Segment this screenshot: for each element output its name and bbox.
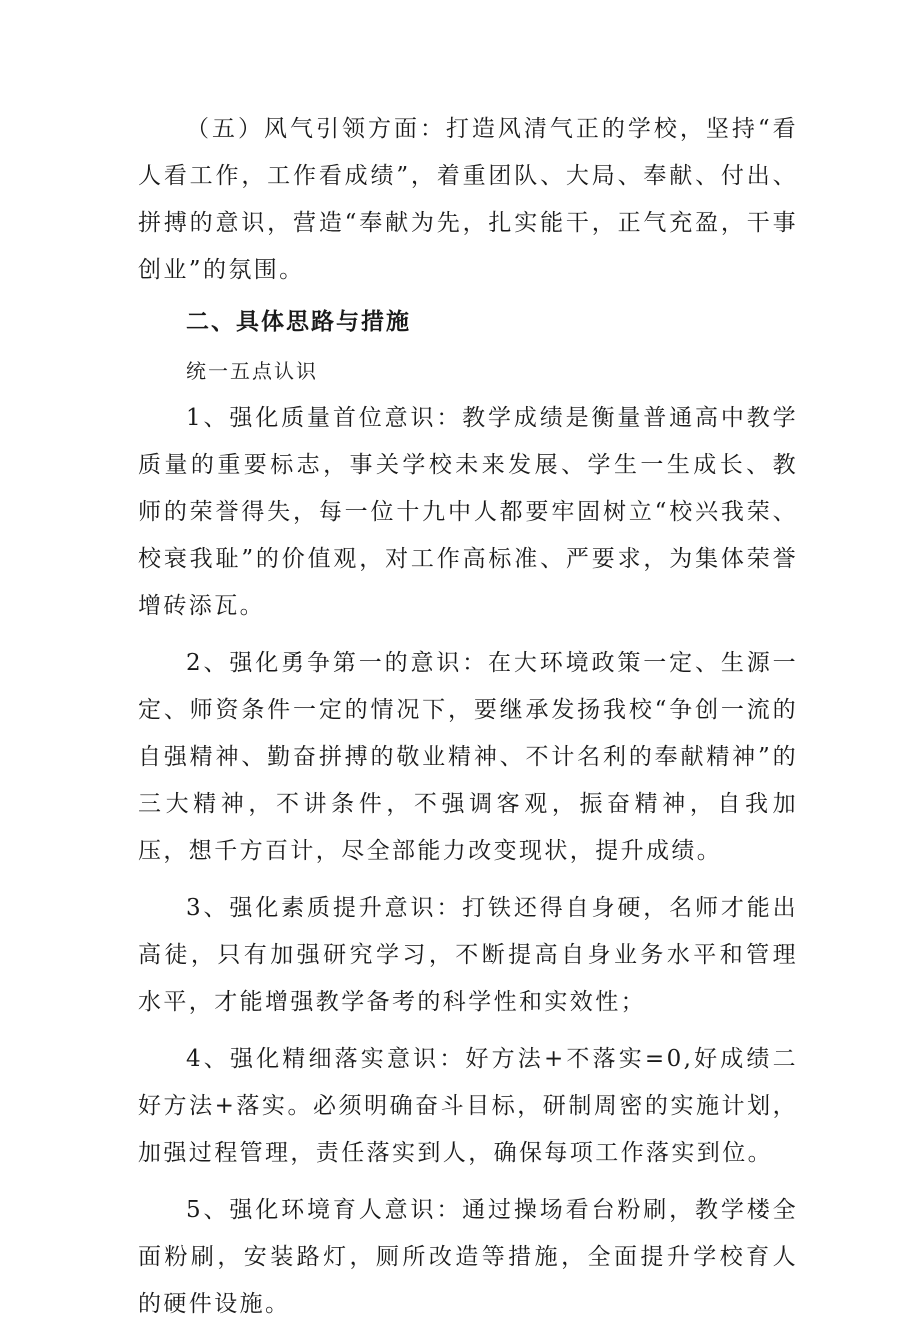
list-item-quality-improvement: 3、强化素质提升意识：打铁还得自身硬，名师才能出高徒，只有加强研究学习，不断提高自身业务水平和管理水平，才能增强教学备考的科学性和实效性； bbox=[138, 895, 798, 1015]
list-item-implementation: 4、强化精细落实意识：好方法+不落实=0,好成绩二好方法+落实。必须明确奋斗目标，研制周密的实施计划，加强过程管理，责任落实到人，确保每项工作落实到位。 bbox=[138, 1046, 798, 1166]
section-title: 二、具体思路与措施 bbox=[186, 309, 411, 335]
list-item-quality: 1、强化质量首位意识：教学成绩是衡量普通高中教学质量的重要标志，事关学校未来发展、学生一生成长、教师的荣誉得失，每一位十九中人都要牢固树立“校兴我荣、校衰我耻”的价值观，对工作高标准、严要求，为集体荣誉增砖添瓦。 bbox=[138, 405, 798, 619]
paragraph-atmosphere: （五）风气引领方面：打造风清气正的学校，坚持“看人看工作，工作看成绩”，着重团队、大局、奉献、付出、拼搏的意识，营造“奉献为先，扎实能干，正气充盈，干事创业”的氛围。 bbox=[138, 116, 798, 283]
list-item-environment: 5、强化环境育人意识：通过操场看台粉刷，教学楼全面粉刷，安装路灯，厕所改造等措施，全面提升学校育人的硬件设施。 bbox=[138, 1197, 798, 1317]
document-page bbox=[138, 106, 798, 1328]
list-item-competition: 2、强化勇争第一的意识：在大环境政策一定、生源一定、师资条件一定的情况下，要继承发扬我校“争创一流的自强精神、勤奋拼搏的敬业精神、不计名利的奉献精神”的三大精神，不讲条件，不强调客观，振奋精神，自我加压，想千方百计，尽全部能力改变现状，提升成绩。 bbox=[138, 650, 798, 864]
subsection-title: 统一五点认识 bbox=[186, 359, 318, 383]
